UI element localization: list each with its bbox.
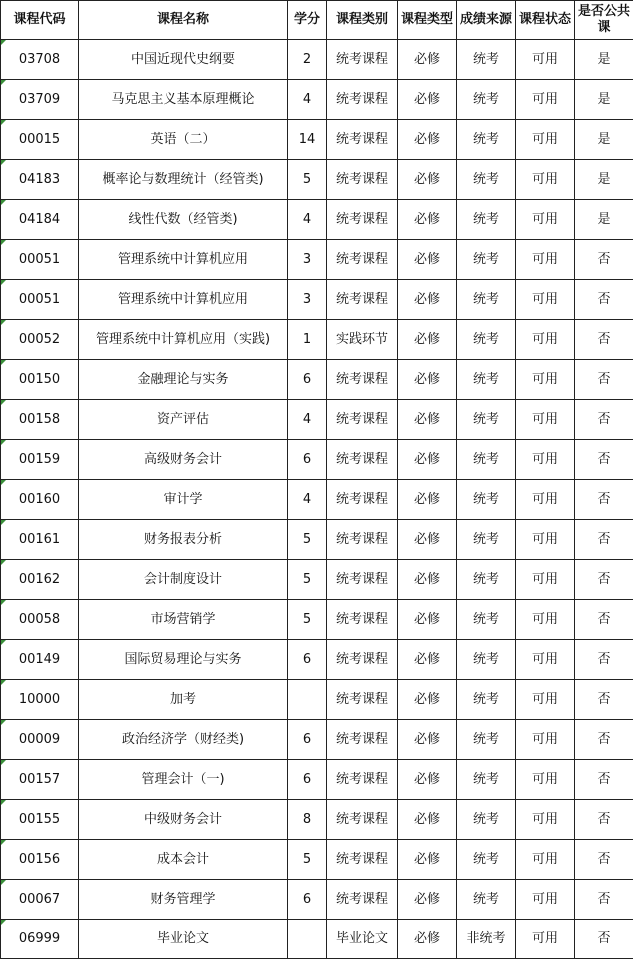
- score-source-cell: 统考: [457, 40, 516, 80]
- course-type-cell: 必修: [398, 600, 457, 640]
- course-category-cell: 统考课程: [327, 400, 398, 440]
- table-row: [1, 520, 633, 560]
- header-is-public-course: 是否公共课: [575, 1, 633, 40]
- course-name-cell: 线性代数（经管类): [79, 200, 288, 240]
- credit-cell: 3: [288, 240, 327, 280]
- credit-cell: 4: [288, 480, 327, 520]
- header-course-category: 课程类别: [327, 1, 398, 40]
- course-status-cell: 可用: [516, 320, 575, 360]
- course-code-cell: 00149: [1, 640, 79, 680]
- table-row: [1, 160, 633, 200]
- table-row: [1, 760, 633, 800]
- table-row: [1, 200, 633, 240]
- score-source-cell: 统考: [457, 840, 516, 880]
- is-public-course-cell: 否: [575, 640, 633, 680]
- credit-cell: 3: [288, 280, 327, 320]
- course-code-cell: 00157: [1, 760, 79, 800]
- header-credit: 学分: [288, 1, 327, 40]
- course-category-cell: 统考课程: [327, 80, 398, 120]
- credit-cell: 1: [288, 320, 327, 360]
- course-category-cell: 统考课程: [327, 600, 398, 640]
- table-row: [1, 240, 633, 280]
- course-type-cell: 必修: [398, 760, 457, 800]
- credit-cell: 5: [288, 600, 327, 640]
- course-code-cell: 10000: [1, 680, 79, 720]
- is-public-course-cell: 否: [575, 280, 633, 320]
- course-type-cell: 必修: [398, 880, 457, 920]
- is-public-course-cell: 否: [575, 480, 633, 520]
- score-source-cell: 统考: [457, 240, 516, 280]
- score-source-cell: 统考: [457, 680, 516, 720]
- course-name-cell: 审计学: [79, 480, 288, 520]
- score-source-cell: 统考: [457, 640, 516, 680]
- course-status-cell: 可用: [516, 480, 575, 520]
- credit-cell: 5: [288, 840, 327, 880]
- credit-cell: 6: [288, 880, 327, 920]
- score-source-cell: 统考: [457, 480, 516, 520]
- is-public-course-cell: 否: [575, 360, 633, 400]
- course-status-cell: 可用: [516, 80, 575, 120]
- course-name-cell: 管理系统中计算机应用: [79, 280, 288, 320]
- course-type-cell: 必修: [398, 80, 457, 120]
- course-code-cell: 06999: [1, 920, 79, 959]
- score-source-cell: 统考: [457, 440, 516, 480]
- course-type-cell: 必修: [398, 720, 457, 760]
- course-name-cell: 市场营销学: [79, 600, 288, 640]
- is-public-course-cell: 否: [575, 720, 633, 760]
- header-course-status: 课程状态: [516, 1, 575, 40]
- course-name-cell: 管理系统中计算机应用: [79, 240, 288, 280]
- course-type-cell: 必修: [398, 320, 457, 360]
- table-row: [1, 400, 633, 440]
- header-row: [1, 1, 633, 40]
- credit-cell: 5: [288, 560, 327, 600]
- course-code-cell: 00155: [1, 800, 79, 840]
- course-status-cell: 可用: [516, 800, 575, 840]
- course-code-cell: 04184: [1, 200, 79, 240]
- table-row: [1, 560, 633, 600]
- course-type-cell: 必修: [398, 440, 457, 480]
- course-name-cell: 资产评估: [79, 400, 288, 440]
- score-source-cell: 统考: [457, 320, 516, 360]
- course-name-cell: 国际贸易理论与实务: [79, 640, 288, 680]
- course-category-cell: 统考课程: [327, 240, 398, 280]
- table-row: [1, 360, 633, 400]
- course-type-cell: 必修: [398, 160, 457, 200]
- is-public-course-cell: 否: [575, 240, 633, 280]
- course-name-cell: 会计制度设计: [79, 560, 288, 600]
- is-public-course-cell: 否: [575, 440, 633, 480]
- course-category-cell: 统考课程: [327, 120, 398, 160]
- course-name-cell: 中国近现代史纲要: [79, 40, 288, 80]
- course-status-cell: 可用: [516, 640, 575, 680]
- table-row: [1, 480, 633, 520]
- header-course-code: 课程代码: [1, 1, 79, 40]
- table-row: [1, 720, 633, 760]
- course-code-cell: 00051: [1, 240, 79, 280]
- table-header: [1, 1, 633, 40]
- course-name-cell: 管理会计（一): [79, 760, 288, 800]
- header-score-source: 成绩来源: [457, 1, 516, 40]
- score-source-cell: 统考: [457, 160, 516, 200]
- course-code-cell: 00162: [1, 560, 79, 600]
- course-code-cell: 03708: [1, 40, 79, 80]
- course-status-cell: 可用: [516, 440, 575, 480]
- course-type-cell: 必修: [398, 800, 457, 840]
- is-public-course-cell: 是: [575, 160, 633, 200]
- course-status-cell: 可用: [516, 760, 575, 800]
- is-public-course-cell: 否: [575, 520, 633, 560]
- course-status-cell: 可用: [516, 40, 575, 80]
- course-code-cell: 00015: [1, 120, 79, 160]
- course-category-cell: 统考课程: [327, 880, 398, 920]
- course-type-cell: 必修: [398, 200, 457, 240]
- table-row: [1, 280, 633, 320]
- credit-cell: 4: [288, 80, 327, 120]
- course-status-cell: 可用: [516, 560, 575, 600]
- course-code-cell: 00067: [1, 880, 79, 920]
- course-code-cell: 00009: [1, 720, 79, 760]
- course-category-cell: 统考课程: [327, 800, 398, 840]
- is-public-course-cell: 是: [575, 120, 633, 160]
- course-status-cell: 可用: [516, 200, 575, 240]
- course-category-cell: 统考课程: [327, 680, 398, 720]
- course-code-cell: 00058: [1, 600, 79, 640]
- course-name-cell: 金融理论与实务: [79, 360, 288, 400]
- course-type-cell: 必修: [398, 560, 457, 600]
- table-row: [1, 840, 633, 880]
- table-row: [1, 440, 633, 480]
- course-category-cell: 统考课程: [327, 560, 398, 600]
- credit-cell: 6: [288, 720, 327, 760]
- is-public-course-cell: 否: [575, 400, 633, 440]
- course-category-cell: 统考课程: [327, 280, 398, 320]
- course-type-cell: 必修: [398, 240, 457, 280]
- table-body: [1, 40, 633, 959]
- course-status-cell: 可用: [516, 240, 575, 280]
- course-category-cell: 统考课程: [327, 520, 398, 560]
- course-name-cell: 英语（二）: [79, 120, 288, 160]
- course-code-cell: 00160: [1, 480, 79, 520]
- score-source-cell: 统考: [457, 800, 516, 840]
- course-category-cell: 统考课程: [327, 480, 398, 520]
- table-row: [1, 800, 633, 840]
- course-type-cell: 必修: [398, 360, 457, 400]
- table-row: [1, 920, 633, 959]
- table-row: [1, 40, 633, 80]
- course-code-cell: 00156: [1, 840, 79, 880]
- table-row: [1, 680, 633, 720]
- course-status-cell: 可用: [516, 160, 575, 200]
- course-category-cell: 毕业论文: [327, 920, 398, 959]
- course-type-cell: 必修: [398, 640, 457, 680]
- credit-cell: 2: [288, 40, 327, 80]
- score-source-cell: 统考: [457, 400, 516, 440]
- course-category-cell: 统考课程: [327, 200, 398, 240]
- header-course-type: 课程类型: [398, 1, 457, 40]
- course-name-cell: 概率论与数理统计（经管类): [79, 160, 288, 200]
- course-category-cell: 统考课程: [327, 40, 398, 80]
- score-source-cell: 统考: [457, 360, 516, 400]
- course-category-cell: 统考课程: [327, 840, 398, 880]
- course-status-cell: 可用: [516, 880, 575, 920]
- course-type-cell: 必修: [398, 280, 457, 320]
- course-name-cell: 毕业论文: [79, 920, 288, 959]
- credit-cell: [288, 920, 327, 959]
- course-code-cell: 00158: [1, 400, 79, 440]
- course-name-cell: 政治经济学（财经类): [79, 720, 288, 760]
- course-status-cell: 可用: [516, 400, 575, 440]
- course-type-cell: 必修: [398, 920, 457, 959]
- score-source-cell: 统考: [457, 280, 516, 320]
- course-name-cell: 高级财务会计: [79, 440, 288, 480]
- is-public-course-cell: 否: [575, 880, 633, 920]
- credit-cell: 6: [288, 360, 327, 400]
- credit-cell: 14: [288, 120, 327, 160]
- is-public-course-cell: 是: [575, 40, 633, 80]
- credit-cell: 8: [288, 800, 327, 840]
- credit-cell: 4: [288, 400, 327, 440]
- credit-cell: 6: [288, 640, 327, 680]
- is-public-course-cell: 否: [575, 320, 633, 360]
- course-code-cell: 03709: [1, 80, 79, 120]
- credit-cell: 6: [288, 440, 327, 480]
- course-status-cell: 可用: [516, 920, 575, 959]
- course-category-cell: 统考课程: [327, 720, 398, 760]
- course-code-cell: 00052: [1, 320, 79, 360]
- score-source-cell: 统考: [457, 720, 516, 760]
- credit-cell: 4: [288, 200, 327, 240]
- table-row: [1, 120, 633, 160]
- course-name-cell: 中级财务会计: [79, 800, 288, 840]
- course-category-cell: 统考课程: [327, 160, 398, 200]
- is-public-course-cell: 是: [575, 200, 633, 240]
- course-name-cell: 财务报表分析: [79, 520, 288, 560]
- score-source-cell: 非统考: [457, 920, 516, 959]
- is-public-course-cell: 否: [575, 680, 633, 720]
- course-name-cell: 马克思主义基本原理概论: [79, 80, 288, 120]
- course-status-cell: 可用: [516, 680, 575, 720]
- is-public-course-cell: 否: [575, 840, 633, 880]
- course-name-cell: 财务管理学: [79, 880, 288, 920]
- credit-cell: 6: [288, 760, 327, 800]
- course-status-cell: 可用: [516, 120, 575, 160]
- course-name-cell: 成本会计: [79, 840, 288, 880]
- course-status-cell: 可用: [516, 280, 575, 320]
- course-code-cell: 00159: [1, 440, 79, 480]
- is-public-course-cell: 是: [575, 80, 633, 120]
- course-status-cell: 可用: [516, 360, 575, 400]
- course-type-cell: 必修: [398, 120, 457, 160]
- course-status-cell: 可用: [516, 720, 575, 760]
- score-source-cell: 统考: [457, 120, 516, 160]
- course-type-cell: 必修: [398, 520, 457, 560]
- course-name-cell: 加考: [79, 680, 288, 720]
- course-type-cell: 必修: [398, 480, 457, 520]
- table-row: [1, 600, 633, 640]
- score-source-cell: 统考: [457, 520, 516, 560]
- course-type-cell: 必修: [398, 40, 457, 80]
- score-source-cell: 统考: [457, 760, 516, 800]
- course-category-cell: 统考课程: [327, 760, 398, 800]
- course-category-cell: 统考课程: [327, 440, 398, 480]
- course-category-cell: 实践环节: [327, 320, 398, 360]
- course-type-cell: 必修: [398, 400, 457, 440]
- is-public-course-cell: 否: [575, 800, 633, 840]
- table-row: [1, 640, 633, 680]
- course-code-cell: 00150: [1, 360, 79, 400]
- course-category-cell: 统考课程: [327, 360, 398, 400]
- is-public-course-cell: 否: [575, 560, 633, 600]
- credit-cell: 5: [288, 160, 327, 200]
- is-public-course-cell: 否: [575, 920, 633, 959]
- course-code-cell: 00161: [1, 520, 79, 560]
- course-status-cell: 可用: [516, 600, 575, 640]
- course-code-cell: 04183: [1, 160, 79, 200]
- score-source-cell: 统考: [457, 560, 516, 600]
- course-type-cell: 必修: [398, 680, 457, 720]
- course-category-cell: 统考课程: [327, 640, 398, 680]
- course-code-cell: 00051: [1, 280, 79, 320]
- course-name-cell: 管理系统中计算机应用（实践): [79, 320, 288, 360]
- table-row: [1, 80, 633, 120]
- score-source-cell: 统考: [457, 80, 516, 120]
- table-row: [1, 880, 633, 920]
- is-public-course-cell: 否: [575, 760, 633, 800]
- is-public-course-cell: 否: [575, 600, 633, 640]
- credit-cell: 5: [288, 520, 327, 560]
- table-row: [1, 320, 633, 360]
- course-status-cell: 可用: [516, 840, 575, 880]
- score-source-cell: 统考: [457, 880, 516, 920]
- score-source-cell: 统考: [457, 200, 516, 240]
- course-type-cell: 必修: [398, 840, 457, 880]
- course-status-cell: 可用: [516, 520, 575, 560]
- credit-cell: [288, 680, 327, 720]
- score-source-cell: 统考: [457, 600, 516, 640]
- header-course-name: 课程名称: [79, 1, 288, 40]
